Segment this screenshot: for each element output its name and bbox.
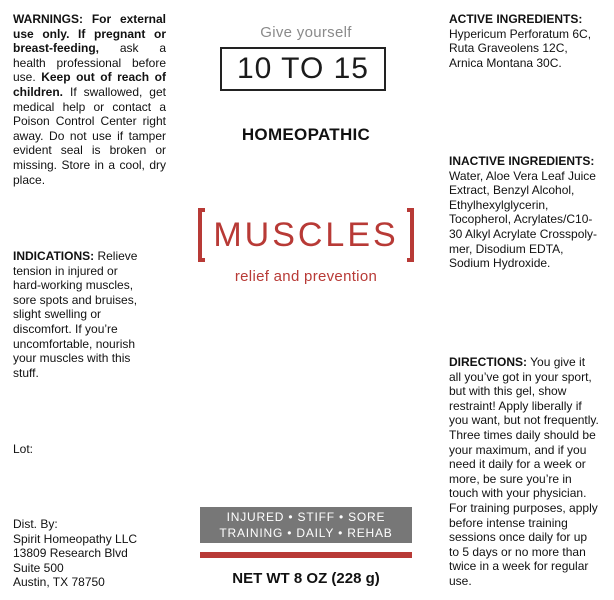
inactive-ingredient-line: 30 Alkyl Acrylate Crosspoly- <box>449 226 598 241</box>
directions-line: sessions once daily for up <box>449 530 588 545</box>
warnings-section <box>13 12 166 187</box>
warnings-bold-1: For external use only. If pregnant or breast-feeding, <box>13 12 166 56</box>
distributor-line: Austin, TX 78750 <box>13 575 105 590</box>
indications-line: stuff. <box>13 365 39 380</box>
distributor-line: Suite 500 <box>13 560 64 575</box>
directions-line: but with this gel, show <box>449 384 567 399</box>
directions-section <box>449 355 601 589</box>
product-name <box>198 208 414 262</box>
directions-line: restraint! Apply liberally if <box>449 398 582 413</box>
inactive-ingredient-line: Water, Aloe Vera Leaf Juice <box>449 168 596 183</box>
product-subtitle: relief and prevention <box>234 268 378 285</box>
distributor-label: Dist. By: <box>13 517 58 531</box>
indications-line: uncomfortable, nourish <box>13 336 136 351</box>
indications-line: your muscles with this <box>13 351 131 366</box>
directions-line: You give it <box>530 355 586 369</box>
inactive-ingredient-line: Ethylhexylglycerin, <box>449 197 549 212</box>
directions-line: to 5 days or no more than <box>449 544 586 559</box>
directions-line: all you’ve got in your sport, <box>449 369 592 384</box>
distributor-line: 13809 Research Blvd <box>13 546 128 561</box>
directions-line: more, be sure you’re in <box>449 471 572 486</box>
active-ingredient-line: Ruta Graveolens 12C, <box>449 41 568 56</box>
product-name-text: MUSCLES <box>213 216 399 254</box>
inactive-ingredient-line: mer, Disodium EDTA, <box>449 241 564 256</box>
directions-line: touch with your physician. <box>449 486 587 501</box>
indications-line: Relieve <box>97 249 138 263</box>
warnings-text-2: If swallowed, get medical help or contact a Poison Control Center right away. Do not use if tamper evident seal is broken or missing. Store in a cool, dry place. <box>13 84 166 187</box>
inactive-ingredient-line: Sodium Hydroxide. <box>449 256 551 271</box>
indications-section <box>13 249 166 380</box>
directions-line: your maximum, and if you <box>449 442 587 457</box>
directions-line: For training purposes, apply <box>449 500 598 515</box>
inactive-ingredient-line: Tocopherol, Acrylates/C10- <box>449 212 593 227</box>
lot-label: Lot: <box>13 442 34 456</box>
inactive-ingredients-section <box>449 154 601 271</box>
directions-line: before intense training <box>449 515 568 530</box>
active-ingredients-heading: ACTIVE INGREDIENTS: <box>449 12 583 26</box>
indications-heading: INDICATIONS: <box>13 249 95 263</box>
active-ingredient-line: Hypericum Perforatum 6C, <box>449 26 592 41</box>
indications-line: tension in injured or <box>13 263 118 278</box>
warnings-bold-2: Keep out of reach of children. <box>13 70 166 99</box>
warnings-heading: WARNINGS: <box>13 12 83 26</box>
tagline: Give yourself <box>260 24 352 41</box>
directions-line: twice in a week for regular <box>449 559 589 574</box>
brand-logo: 10 TO 15 <box>220 47 386 91</box>
banner-line-2: TRAINING • DAILY • REHAB <box>219 525 393 540</box>
warnings-text-1: ask a health professional before use. <box>13 41 166 85</box>
active-ingredient-line: Arnica Montana 30C. <box>449 55 562 70</box>
indications-line: slight swelling or <box>13 307 102 322</box>
right-bracket-decoration <box>407 208 414 262</box>
distributor-line: Spirit Homeopathy LLC <box>13 531 138 546</box>
usage-banner <box>200 507 412 543</box>
directions-heading: DIRECTIONS: <box>449 355 527 369</box>
divider-rule <box>200 552 412 558</box>
directions-line: use. <box>449 573 472 588</box>
distributor-section <box>13 517 166 590</box>
indications-line: hard-working muscles, <box>13 278 134 293</box>
directions-line: you want, but not frequently. <box>449 413 599 428</box>
net-weight: NET WT 8 OZ (228 g) <box>232 570 380 587</box>
directions-line: need it daily for a week or <box>449 457 586 472</box>
inactive-ingredient-line: Extract, Benzyl Alcohol, <box>449 183 575 198</box>
indications-line: sore spots and bruises, <box>13 292 138 307</box>
active-ingredients-section <box>449 12 601 70</box>
directions-line: Three times daily should be <box>449 427 596 442</box>
inactive-ingredients-heading: INACTIVE INGREDIENTS: <box>449 154 595 168</box>
indications-line: discomfort. If you’re <box>13 321 118 336</box>
category-label: HOMEOPATHIC <box>241 125 371 144</box>
banner-line-1: INJURED • STIFF • SORE <box>226 510 386 524</box>
left-bracket-decoration <box>198 208 205 262</box>
